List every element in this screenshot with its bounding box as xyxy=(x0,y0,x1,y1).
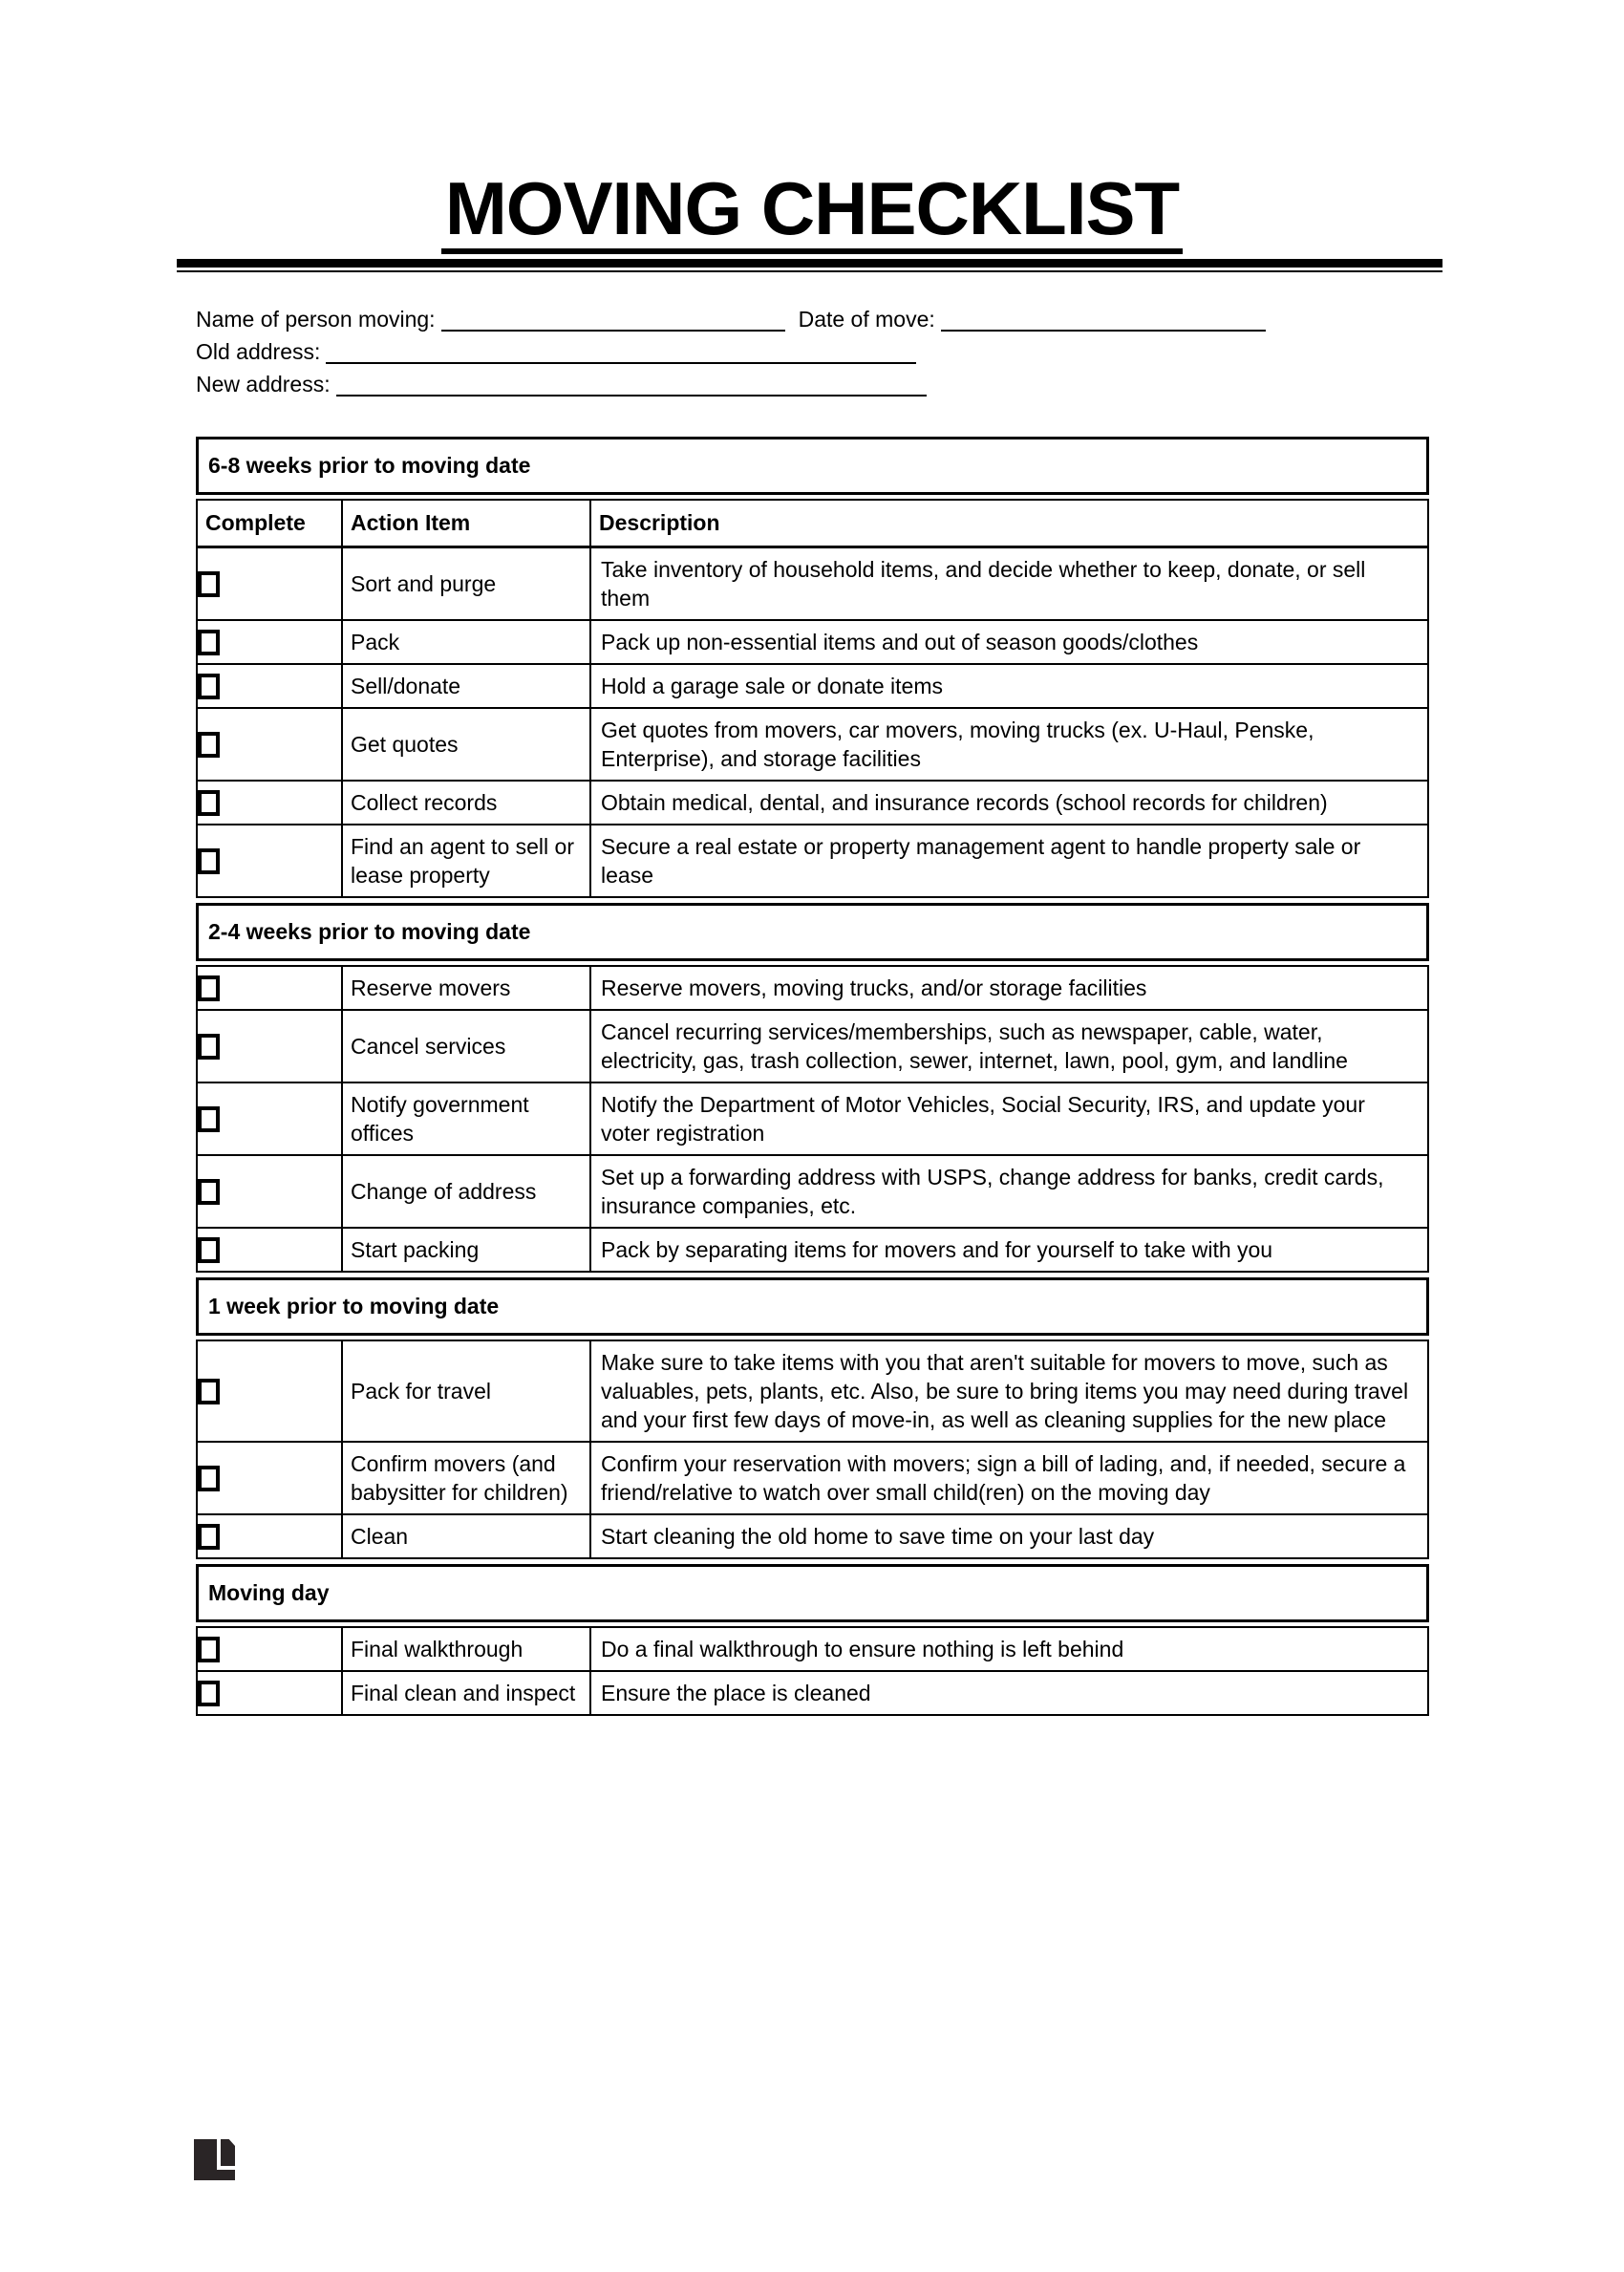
checklist-row xyxy=(197,966,1428,1010)
complete-cell xyxy=(197,1442,342,1514)
column-header-description: Description xyxy=(590,500,1428,547)
checklist-row xyxy=(197,620,1428,664)
checklist-row xyxy=(197,1627,1428,1671)
complete-checkbox[interactable] xyxy=(198,571,220,597)
checklist-row xyxy=(197,1671,1428,1715)
page-title: MOVING CHECKLIST xyxy=(441,170,1183,254)
section-heading: 6-8 weeks prior to moving date xyxy=(196,437,1429,495)
description-cell: Start cleaning the old home to save time on your last day xyxy=(590,1514,1428,1558)
complete-cell xyxy=(197,1082,342,1155)
title-divider xyxy=(177,259,1442,272)
new-address-label: New address: xyxy=(196,372,331,397)
complete-cell xyxy=(197,1010,342,1082)
complete-checkbox[interactable] xyxy=(198,790,220,816)
section-heading: 2-4 weeks prior to moving date xyxy=(196,903,1429,961)
action-item-cell: Final clean and inspect xyxy=(342,1671,590,1715)
complete-cell xyxy=(197,1627,342,1671)
description-cell: Ensure the place is cleaned xyxy=(590,1671,1428,1715)
section-table xyxy=(196,965,1429,1273)
complete-cell xyxy=(197,620,342,664)
action-item-cell: Sort and purge xyxy=(342,547,590,621)
checklist-row xyxy=(197,1010,1428,1082)
action-item-cell: Pack xyxy=(342,620,590,664)
checklist-row xyxy=(197,781,1428,825)
complete-cell xyxy=(197,1340,342,1442)
checklist-section xyxy=(196,1277,1429,1559)
description-cell: Set up a forwarding address with USPS, change address for banks, credit cards, insurance companies, etc. xyxy=(590,1155,1428,1228)
complete-checkbox[interactable] xyxy=(198,1179,220,1205)
complete-checkbox[interactable] xyxy=(198,732,220,758)
column-header-complete: Complete xyxy=(197,500,342,547)
complete-checkbox[interactable] xyxy=(198,1034,220,1060)
complete-cell xyxy=(197,1228,342,1272)
complete-checkbox[interactable] xyxy=(198,1379,220,1404)
checklist-row xyxy=(197,825,1428,897)
checklist-row xyxy=(197,1442,1428,1514)
checklist-row xyxy=(197,1340,1428,1442)
new-address-field[interactable] xyxy=(336,372,927,397)
description-cell: Hold a garage sale or donate items xyxy=(590,664,1428,708)
section-heading: Moving day xyxy=(196,1564,1429,1622)
header xyxy=(0,166,1624,254)
form-row-old-address xyxy=(196,339,1624,364)
section-table xyxy=(196,1340,1429,1559)
complete-cell xyxy=(197,664,342,708)
checklist-section xyxy=(196,437,1429,898)
action-item-cell: Confirm movers (and babysitter for children) xyxy=(342,1442,590,1514)
column-header-action-item: Action Item xyxy=(342,500,590,547)
complete-checkbox[interactable] xyxy=(198,1524,220,1550)
date-of-move-label: Date of move: xyxy=(798,307,935,332)
checklist-row xyxy=(197,664,1428,708)
column-header-row xyxy=(197,500,1428,547)
complete-cell xyxy=(197,547,342,621)
description-cell: Obtain medical, dental, and insurance records (school records for children) xyxy=(590,781,1428,825)
description-cell: Pack up non-essential items and out of season goods/clothes xyxy=(590,620,1428,664)
logo-l-base-bar xyxy=(194,2170,235,2180)
form-row-name-date xyxy=(196,307,1624,332)
section-table xyxy=(196,1626,1429,1716)
checklist-row xyxy=(197,1228,1428,1272)
checklist-row xyxy=(197,547,1428,621)
action-item-cell: Get quotes xyxy=(342,708,590,781)
action-item-cell: Collect records xyxy=(342,781,590,825)
description-cell: Confirm your reservation with movers; sign a bill of lading, and, if needed, secure a friend/relative to watch over small child(ren) on the moving day xyxy=(590,1442,1428,1514)
action-item-cell: Final walkthrough xyxy=(342,1627,590,1671)
action-item-cell: Cancel services xyxy=(342,1010,590,1082)
description-cell: Secure a real estate or property management agent to handle property sale or lease xyxy=(590,825,1428,897)
description-cell: Pack by separating items for movers and for yourself to take with you xyxy=(590,1228,1428,1272)
description-cell: Cancel recurring services/memberships, such as newspaper, cable, water, electricity, gas, trash collection, sewer, internet, lawn, pool, gym, and landline xyxy=(590,1010,1428,1082)
complete-cell xyxy=(197,708,342,781)
complete-checkbox[interactable] xyxy=(198,1466,220,1491)
complete-cell xyxy=(197,1514,342,1558)
action-item-cell: Start packing xyxy=(342,1228,590,1272)
checklist-row xyxy=(197,1155,1428,1228)
complete-cell xyxy=(197,781,342,825)
complete-checkbox[interactable] xyxy=(198,975,220,1001)
action-item-cell: Find an agent to sell or lease property xyxy=(342,825,590,897)
checklist-row xyxy=(197,708,1428,781)
description-cell: Do a final walkthrough to ensure nothing is left behind xyxy=(590,1627,1428,1671)
section-table xyxy=(196,499,1429,898)
complete-checkbox[interactable] xyxy=(198,1637,220,1662)
section-heading: 1 week prior to moving date xyxy=(196,1277,1429,1336)
complete-cell xyxy=(197,1671,342,1715)
description-cell: Reserve movers, moving trucks, and/or storage facilities xyxy=(590,966,1428,1010)
checklist-row xyxy=(197,1082,1428,1155)
action-item-cell: Change of address xyxy=(342,1155,590,1228)
moving-checklist xyxy=(196,437,1429,1716)
checklist-section xyxy=(196,1564,1429,1716)
description-cell: Make sure to take items with you that aren't suitable for movers to move, such as valuables, pets, plants, etc. Also, be sure to bring items you may need during travel and your first few days of move-in, as well as cleaning supplies for the new place xyxy=(590,1340,1428,1442)
complete-cell xyxy=(197,1155,342,1228)
legaltemplates-logo xyxy=(194,2139,235,2180)
divider-thick-line xyxy=(177,259,1442,268)
form-row-new-address xyxy=(196,372,1624,397)
action-item-cell: Reserve movers xyxy=(342,966,590,1010)
complete-checkbox[interactable] xyxy=(198,1681,220,1706)
old-address-label: Old address: xyxy=(196,339,321,364)
mover-info-form xyxy=(196,307,1624,397)
old-address-field[interactable] xyxy=(326,339,916,364)
divider-thin-line xyxy=(177,270,1442,272)
description-cell: Notify the Department of Motor Vehicles, Social Security, IRS, and update your voter registration xyxy=(590,1082,1428,1155)
complete-checkbox[interactable] xyxy=(198,674,220,699)
checklist-section xyxy=(196,903,1429,1273)
complete-checkbox[interactable] xyxy=(198,848,220,874)
complete-checkbox[interactable] xyxy=(198,1106,220,1132)
date-of-move-field[interactable] xyxy=(941,307,1266,332)
name-of-person-field[interactable] xyxy=(441,307,785,332)
complete-checkbox[interactable] xyxy=(198,1237,220,1263)
complete-cell xyxy=(197,825,342,897)
complete-cell xyxy=(197,966,342,1010)
action-item-cell: Sell/donate xyxy=(342,664,590,708)
action-item-cell: Notify government offices xyxy=(342,1082,590,1155)
checklist-row xyxy=(197,1514,1428,1558)
complete-checkbox[interactable] xyxy=(198,630,220,655)
action-item-cell: Clean xyxy=(342,1514,590,1558)
name-of-person-label: Name of person moving: xyxy=(196,307,436,332)
description-cell: Get quotes from movers, car movers, moving trucks (ex. U-Haul, Penske, Enterprise), and storage facilities xyxy=(590,708,1428,781)
action-item-cell: Pack for travel xyxy=(342,1340,590,1442)
logo-document-icon xyxy=(221,2139,235,2166)
description-cell: Take inventory of household items, and decide whether to keep, donate, or sell them xyxy=(590,547,1428,621)
